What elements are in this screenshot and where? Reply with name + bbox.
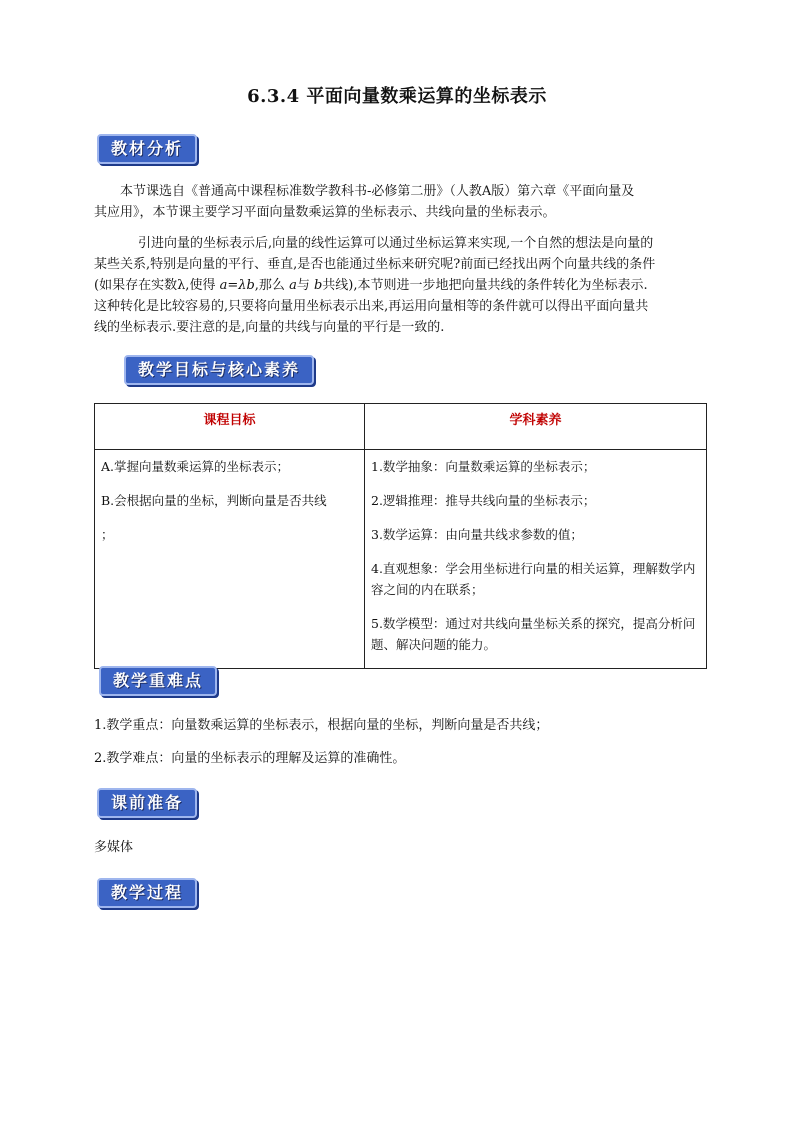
section-heading-analysis: 教材分析 (97, 134, 197, 164)
subject-literacy-cell (365, 450, 707, 669)
literacy-item: 4.直观想象：学会用坐标进行向量的相关运算，理解数学内容之间的内在联系； (371, 561, 696, 597)
course-goal-item: B.会根据向量的坐标，判断向量是否共线 (101, 493, 327, 508)
course-goal-item: A.掌握向量数乘运算的坐标表示； (101, 459, 290, 474)
difficult-point-item: 2.教学难点：向量的坐标表示的理解及运算的准确性。 (94, 751, 406, 766)
literacy-item: 5.数学模型：通过对共线向量坐标关系的探究，提高分析问题、解决问题的能力。 (371, 616, 696, 652)
paragraph-line: 这种转化是比较容易的,只要将向量用坐标表示出来,再运用向量相等的条件就可以得出平面向量共 (94, 299, 649, 314)
text-fragment: ,那么 (254, 278, 290, 293)
key-point-item: 1.教学重点：向量数乘运算的坐标表示，根据向量的坐标，判断向量是否共线； (94, 718, 549, 733)
paragraph-line: 其应用》，本节课主要学习平面向量数乘运算的坐标表示、共线向量的坐标表示。 (94, 205, 556, 220)
text-fragment: 与 (296, 278, 314, 293)
section-heading-process: 教学过程 (97, 878, 197, 908)
literacy-item: 3.数学运算：由向量共线求参数的值； (371, 527, 583, 542)
table-row (95, 450, 707, 669)
header-subject-literacy: 学科素养 (365, 404, 707, 450)
text-fragment: (如果存在实数λ,使得 (94, 278, 220, 293)
course-goal-item: ； (101, 527, 114, 542)
literacy-item: 1.数学抽象：向量数乘运算的坐标表示； (371, 459, 596, 474)
preparation-text: 多媒体 (94, 840, 134, 855)
math-expression: a=λb (219, 278, 255, 293)
course-goals-cell (95, 450, 365, 669)
paragraph-line (94, 275, 712, 296)
math-vector-b: b (313, 278, 323, 293)
analysis-paragraph-2 (94, 233, 712, 338)
literacy-item: 2.逻辑推理：推导共线向量的坐标表示； (371, 493, 596, 508)
text-fragment: 共线),本节则进一步地把向量共线的条件转化为坐标表示. (322, 278, 648, 293)
section-heading-key-points: 教学重难点 (99, 666, 217, 696)
paragraph-line: 某些关系,特别是向量的平行、垂直,是否也能通过坐标来研究呢?前面已经找出两个向量共线的条件 (94, 257, 656, 272)
paragraph-line: 引进向量的坐标表示后,向量的线性运算可以通过坐标运算来实现,一个自然的想法是向量的 (138, 236, 654, 251)
table-header-row (95, 404, 707, 450)
math-vector-a: a (289, 278, 297, 293)
paragraph-line: 线的坐标表示.要注意的是,向量的共线与向量的平行是一致的. (94, 320, 445, 335)
analysis-paragraph-1 (94, 181, 712, 223)
section-heading-goals: 教学目标与核心素养 (124, 355, 314, 385)
section-heading-preparation: 课前准备 (97, 788, 197, 818)
header-course-goals: 课程目标 (95, 404, 365, 450)
page-title: 6.3.4 平面向量数乘运算的坐标表示 (247, 86, 547, 107)
paragraph-line: 本节课选自《普通高中课程标准数学教科书-必修第二册》（人教A版）第六章《平面向量及 (120, 184, 635, 199)
goals-table (94, 403, 707, 669)
